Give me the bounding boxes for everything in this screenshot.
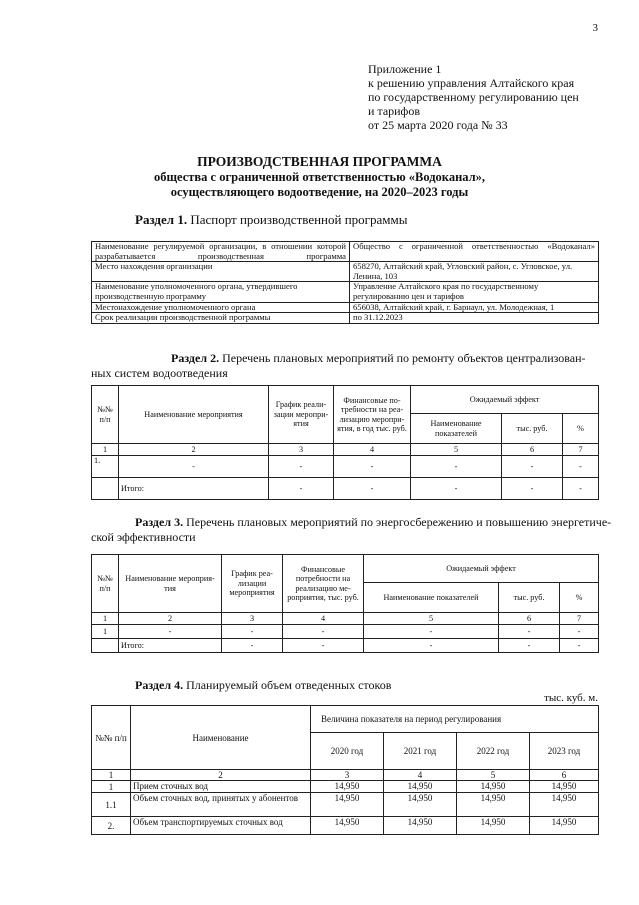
row-name: Объем транспортируемых сточных вод [131, 817, 311, 835]
column-number: 3 [311, 770, 384, 781]
row-num: 2. [92, 817, 131, 835]
column-number: 4 [384, 770, 457, 781]
column-number: 2 [119, 613, 222, 625]
table-cell: 14,950 [311, 817, 384, 835]
header-name: Наименование мероприя-тия [119, 555, 222, 613]
header-schedule: График реали-зации меропри-ятия [269, 386, 334, 444]
table-cell: - [364, 639, 499, 653]
column-numbers-row [92, 613, 599, 625]
column-number: 5 [364, 613, 499, 625]
header-effect: Ожидаемый эффект [364, 555, 599, 583]
section3-heading [91, 515, 612, 544]
section-title: ных систем водоотведения [91, 365, 228, 380]
passport-value: 656038, Алтайский край, г. Барнаул, ул. Молодежная, 1 [350, 302, 599, 313]
title-line: осуществляющего водоотведение, на 2020–2023 годы [170, 185, 469, 199]
table-cell: 14,950 [384, 793, 457, 817]
column-number: 5 [457, 770, 530, 781]
table-cell: - [502, 456, 563, 478]
column-number: 2 [131, 770, 311, 781]
header-period: Величина показателя на период регулирования [311, 706, 599, 733]
table-cell: - [499, 639, 560, 653]
section-number: Раздел 2. [171, 351, 220, 365]
table-cell: - [560, 625, 599, 639]
table-cell: - [411, 456, 502, 478]
passport-value: по 31.12.2023 [350, 313, 599, 324]
row-num: 1.1 [92, 793, 131, 817]
header-indicators: Наименование показателей [364, 583, 499, 613]
table-cell: - [560, 639, 599, 653]
header-name: Наименование [131, 706, 311, 770]
energy-saving-table [91, 554, 599, 653]
table-cell: - [222, 639, 283, 653]
header-year: 2023 год [530, 733, 599, 770]
total-row [92, 639, 599, 653]
title-line: ПРОИЗВОДСТВЕННАЯ ПРОГРАММА [197, 154, 442, 169]
table-cell: - [334, 456, 411, 478]
table-cell: 14,950 [457, 793, 530, 817]
passport-label: Местонахождение уполномоченного органа [92, 302, 350, 313]
wastewater-volume-table [91, 705, 599, 835]
table-cell: 14,950 [384, 817, 457, 835]
table-row [92, 302, 599, 313]
row-num: 1 [92, 781, 131, 793]
section1-heading [135, 213, 407, 228]
repair-measures-table [91, 385, 599, 500]
table-row [92, 282, 599, 302]
table-cell: - [364, 625, 499, 639]
total-label: Итого: [119, 639, 222, 653]
table-cell: - [563, 478, 599, 500]
table-cell: 14,950 [311, 793, 384, 817]
table-row [92, 242, 599, 262]
header-pct: % [563, 414, 599, 444]
passport-label: Наименование регулируемой организации, в отношении которой разрабатывается производственная программа [92, 242, 350, 262]
appendix-line: к решению управления Алтайского края [368, 76, 575, 90]
header-year: 2021 год [384, 733, 457, 770]
section-number: Раздел 1. [135, 212, 188, 227]
column-number: 3 [269, 444, 334, 456]
section-title: ской эффективности [91, 529, 196, 544]
appendix-header [368, 62, 579, 132]
table-cell: 14,950 [530, 793, 599, 817]
header-pct: % [560, 583, 599, 613]
total-label: Итого: [119, 478, 269, 500]
header-num: №№ п/п [92, 706, 131, 770]
header-indicators: Наименование показателей [411, 414, 502, 444]
table-cell: 14,950 [530, 817, 599, 835]
header-year: 2022 год [457, 733, 530, 770]
header-finance: Финансовые потребности на реализацию ме-роприятия, тыс. руб. [283, 555, 364, 613]
column-numbers-row [92, 770, 599, 781]
table-cell: - [334, 478, 411, 500]
header-year: 2020 год [311, 733, 384, 770]
column-number: 3 [222, 613, 283, 625]
appendix-line: Приложение 1 [368, 62, 442, 76]
section-title: Паспорт производственной программы [190, 212, 408, 227]
section-number: Раздел 4. [135, 678, 184, 692]
header-effect: Ожидаемый эффект [411, 386, 599, 414]
column-number: 2 [119, 444, 269, 456]
column-number: 6 [502, 444, 563, 456]
column-number: 6 [499, 613, 560, 625]
passport-label: Место нахождения организации [92, 262, 350, 282]
row-num: 1. [92, 456, 119, 478]
empty-cell [92, 639, 119, 653]
passport-label: Наименование уполномоченного органа, утвердившего производственную программу [92, 282, 350, 302]
column-number: 7 [560, 613, 599, 625]
passport-value: 658270, Алтайский край, Угловский район, с. Угловское, ул. Ленина, 103 [350, 262, 599, 282]
table-row [92, 817, 599, 835]
passport-table [91, 241, 599, 324]
table-row [92, 625, 599, 639]
table-cell: - [119, 625, 222, 639]
title-line: общества с ограниченной ответственностью «Водоканал», [153, 170, 486, 184]
table-cell: - [222, 625, 283, 639]
column-number: 1 [92, 613, 119, 625]
total-row [92, 478, 599, 500]
column-numbers-row [92, 444, 599, 456]
header-num: №№ п/п [92, 555, 119, 613]
table-cell: - [283, 639, 364, 653]
table-header-row [92, 706, 599, 733]
table-cell: 14,950 [384, 781, 457, 793]
header-finance: Финансовые по-требности на реа-лизацию меропри-ятия, в год тыс. руб. [334, 386, 411, 444]
column-number: 4 [283, 613, 364, 625]
page-number: 3 [592, 22, 598, 34]
table-cell: - [411, 478, 502, 500]
passport-value: Общество с ограниченной ответственностью «Водоканал» [350, 242, 599, 262]
table-cell: - [119, 456, 269, 478]
section-title: Планируемый объем отведенных стоков [186, 678, 392, 692]
section2-heading [91, 351, 599, 380]
column-number: 1 [92, 770, 131, 781]
passport-value: Управление Алтайского края по государственному регулированию цен и тарифов [350, 282, 599, 302]
section-title: Перечень плановых мероприятий по энергосбережению и повышению энергетиче- [186, 515, 612, 529]
appendix-line: и тарифов [368, 104, 421, 118]
empty-cell [92, 478, 119, 500]
section4-heading [135, 678, 391, 693]
row-name: Объем сточных вод, принятых у абонентов [131, 793, 311, 817]
column-number: 7 [563, 444, 599, 456]
column-number: 4 [334, 444, 411, 456]
passport-label: Срок реализации производственной программы [92, 313, 350, 324]
table-cell: - [502, 478, 563, 500]
table-cell: 14,950 [457, 817, 530, 835]
table-cell: - [499, 625, 560, 639]
table-cell: - [563, 456, 599, 478]
section-title: Перечень плановых мероприятий по ремонту объектов централизован- [222, 351, 586, 365]
column-number: 6 [530, 770, 599, 781]
table-row [92, 793, 599, 817]
unit-label: тыс. куб. м. [544, 692, 598, 704]
row-name: Прием сточных вод [131, 781, 311, 793]
table-cell: 14,950 [530, 781, 599, 793]
column-number: 5 [411, 444, 502, 456]
table-row [92, 313, 599, 324]
table-header-row [92, 386, 599, 414]
table-cell: - [283, 625, 364, 639]
header-schedule: График реа-лизации мероприятия [222, 555, 283, 613]
header-rub: тыс. руб. [502, 414, 563, 444]
appendix-line: от 25 марта 2020 года № 33 [368, 118, 508, 132]
column-number: 1 [92, 444, 119, 456]
row-num: 1 [92, 625, 119, 639]
table-cell: 14,950 [311, 781, 384, 793]
document-title [0, 153, 639, 200]
header-rub: тыс. руб. [499, 583, 560, 613]
table-cell: - [269, 478, 334, 500]
header-num: №№ п/п [92, 386, 119, 444]
table-row [92, 262, 599, 282]
appendix-line: по государственному регулированию цен [368, 90, 579, 104]
header-name: Наименование мероприятия [119, 386, 269, 444]
table-cell: 14,950 [457, 781, 530, 793]
section-number: Раздел 3. [135, 515, 184, 529]
table-cell: - [269, 456, 334, 478]
table-row [92, 456, 599, 478]
table-row [92, 781, 599, 793]
table-header-row [92, 555, 599, 583]
